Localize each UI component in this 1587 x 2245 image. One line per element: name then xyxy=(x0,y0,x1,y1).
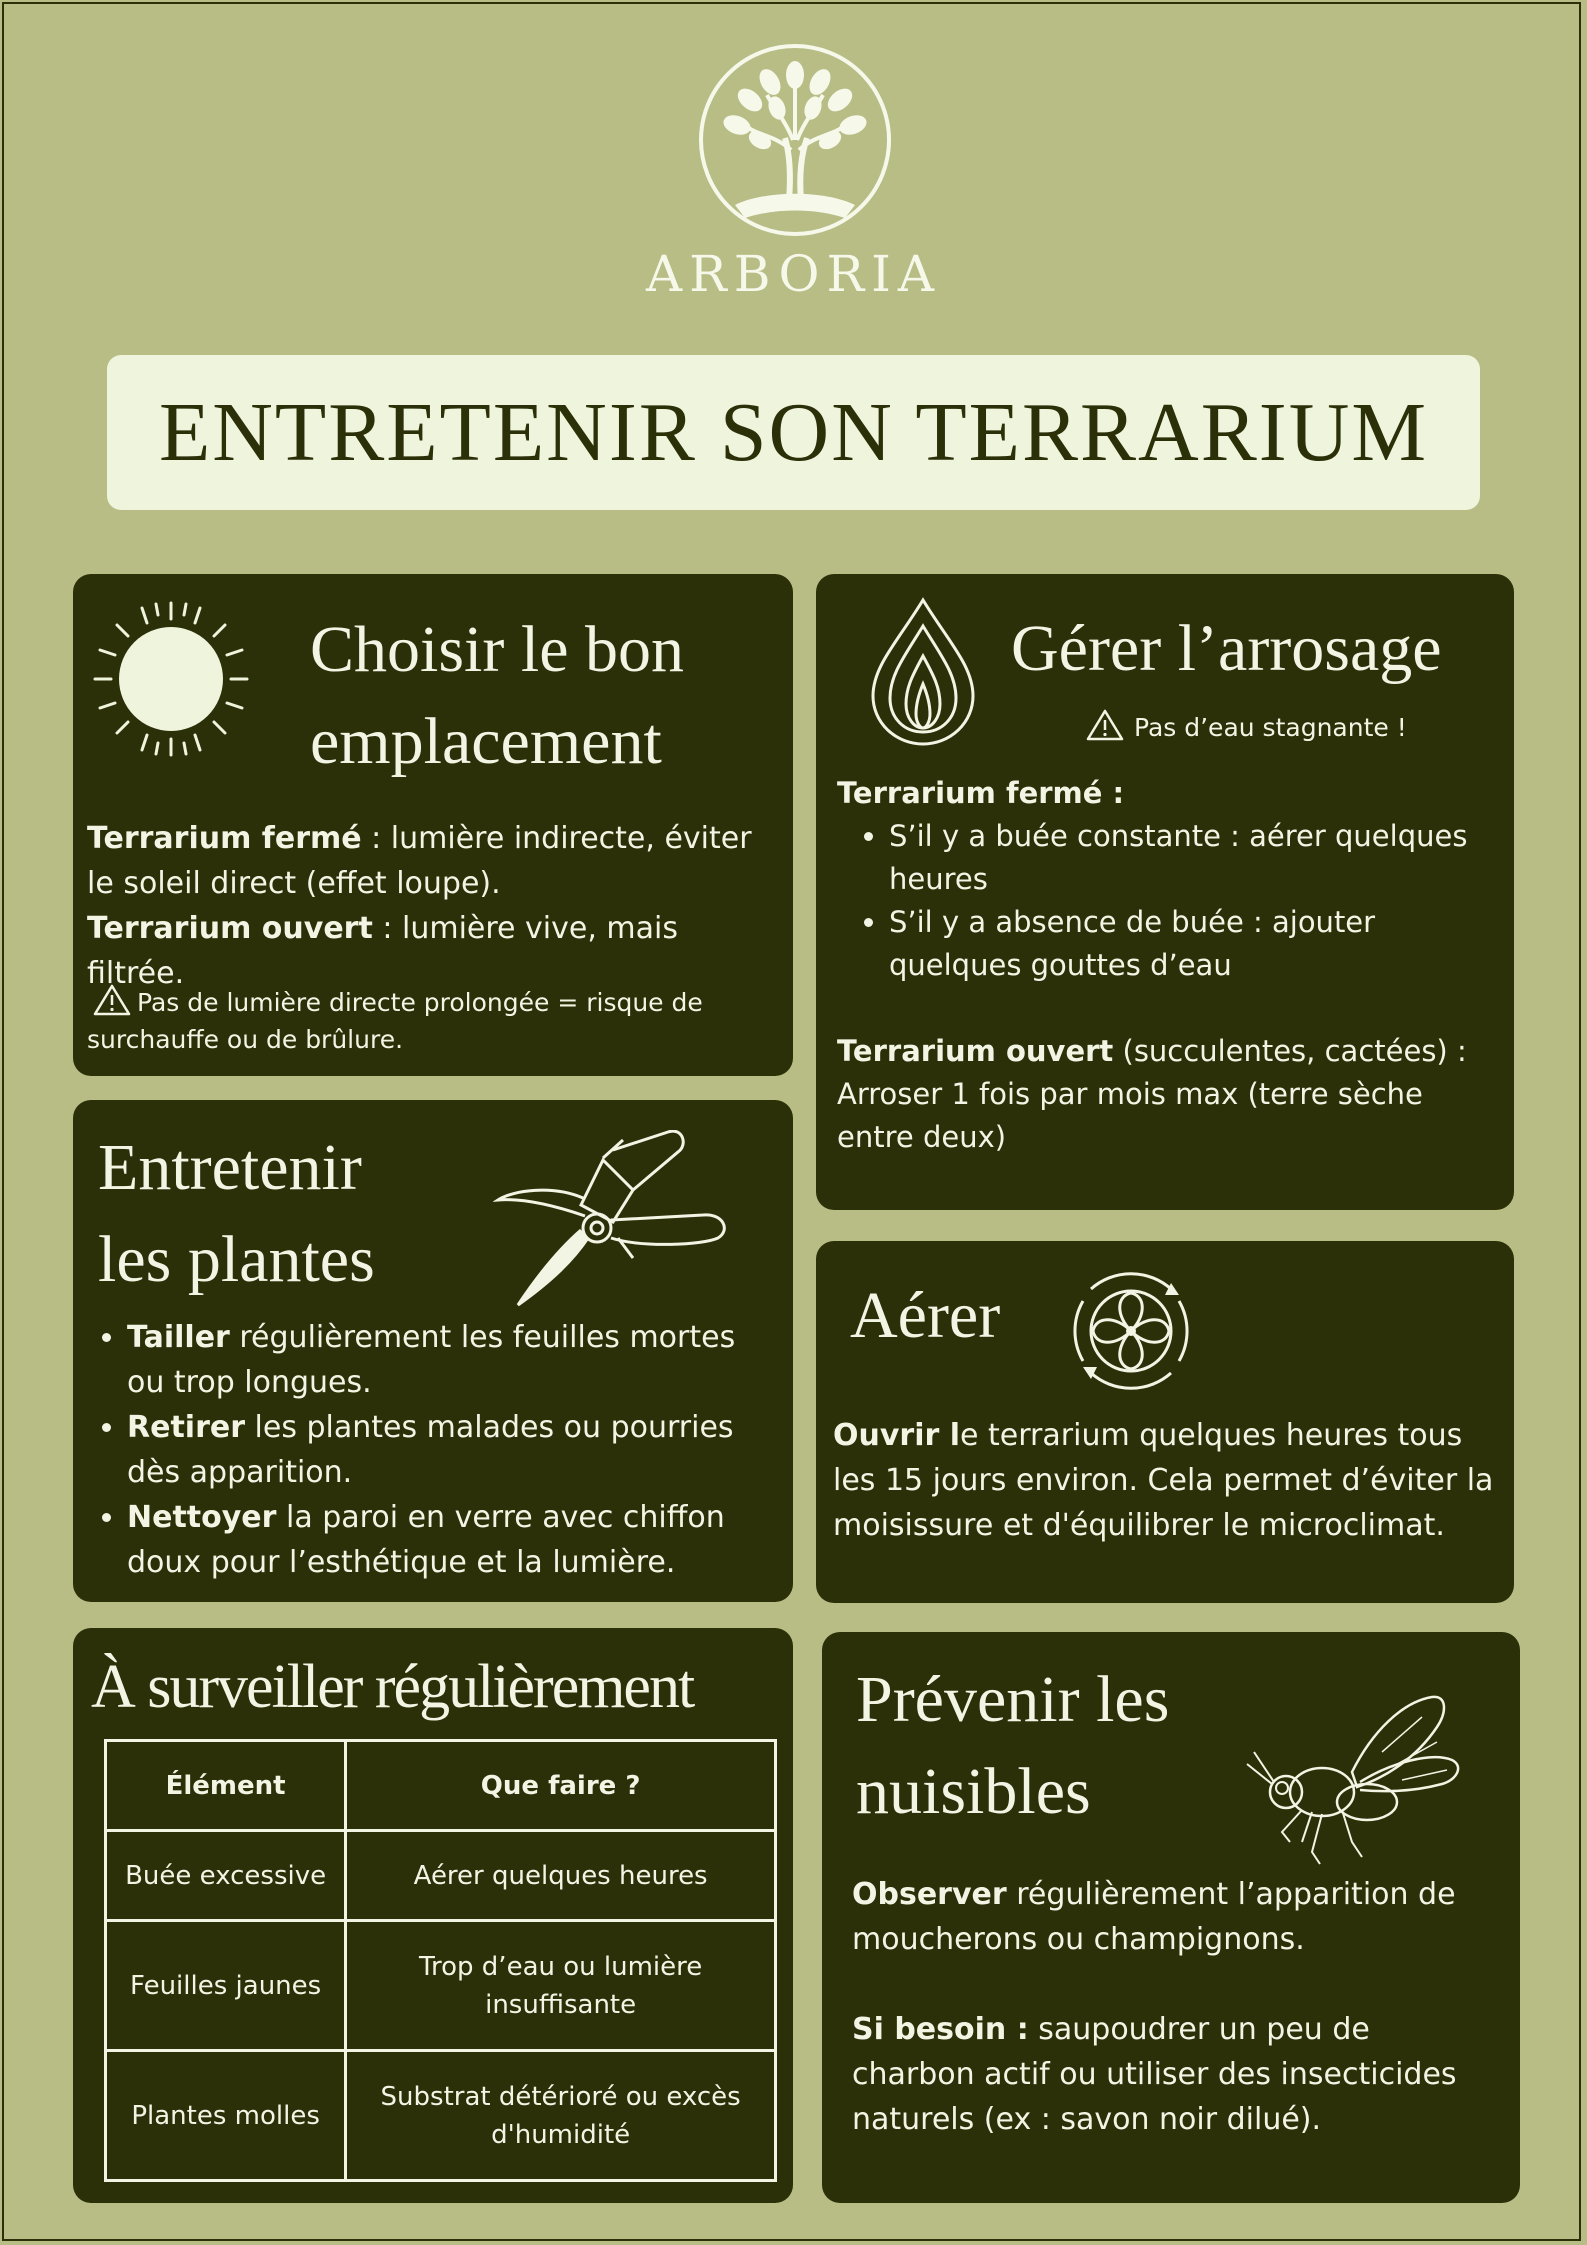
table-cell: Plantes molles xyxy=(106,2051,346,2181)
list-item: • Nettoyer la paroi en verre avec chiffon doux pour l’esthétique et la lumière. xyxy=(127,1495,771,1585)
fly-icon xyxy=(1242,1692,1472,1872)
table-header-row xyxy=(106,1741,776,1831)
table-row xyxy=(106,2051,776,2181)
water-drop-icon xyxy=(868,596,978,746)
warning-icon xyxy=(1086,709,1124,741)
table-row xyxy=(106,1831,776,1921)
card-plantes xyxy=(73,1100,793,1602)
table-header: Élément xyxy=(106,1741,346,1831)
sun-icon xyxy=(91,599,251,759)
surveiller-title: À surveiller régulièrement xyxy=(91,1653,694,1721)
title-box xyxy=(107,355,1480,510)
list-item: • S’il y a buée constante : aérer quelques heures xyxy=(889,815,1497,901)
list-item: • Retirer les plantes malades ou pourries dès apparition. xyxy=(127,1405,771,1495)
card-emplacement xyxy=(73,574,793,1076)
page-title: ENTRETENIR SON TERRARIUM xyxy=(158,386,1429,479)
arrosage-title: Gérer l’arrosage xyxy=(1011,612,1442,685)
table-row xyxy=(106,1921,776,2051)
brand-name: ARBORIA xyxy=(646,245,941,303)
emplacement-text: Terrarium fermé : lumière indirecte, éviter le soleil direct (effet loupe). Terrarium ouvert : lumière vive, mais filtrée. xyxy=(87,821,752,991)
card-arrosage xyxy=(816,574,1514,1210)
table-cell: Substrat détérioré ou excès d'humidité xyxy=(346,2051,776,2181)
arrosage-warning: Pas d’eau stagnante ! xyxy=(1086,709,1407,746)
table-cell: Trop d’eau ou lumière insuffisante xyxy=(346,1921,776,2051)
table-header: Que faire ? xyxy=(346,1741,776,1831)
nuisibles-text: Observer régulièrement l’apparition de moucherons ou champignons. Si besoin : saupoudrer un peu de charbon actif ou utiliser des insecticides naturels (ex : savon noir dilué). xyxy=(852,1877,1457,2137)
list-item: • S’il y a absence de buée : ajouter quelques gouttes d’eau xyxy=(889,901,1497,987)
nuisibles-title: Prévenir les nuisibles xyxy=(856,1663,1170,1828)
surveiller-table xyxy=(104,1739,777,2182)
card-nuisibles xyxy=(822,1632,1520,2203)
fan-icon xyxy=(1061,1261,1201,1401)
arrosage-text: Terrarium fermé : • S’il y a buée constante : aérer quelques heures • S’il y a absence de buée : ajouter quelques gouttes d’eau Terrarium ouvert (succulentes, cactées) : Arroser 1 fois par mois max (terre sèche entre deux) xyxy=(837,772,1497,1159)
table-cell: Feuilles jaunes xyxy=(106,1921,346,2051)
plantes-title: Entretenir les plantes xyxy=(98,1131,375,1296)
table-cell: Aérer quelques heures xyxy=(346,1831,776,1921)
warning-icon xyxy=(93,984,131,1016)
card-surveiller xyxy=(73,1628,793,2203)
aerer-text: Ouvrir le terrarium quelques heures tous les 15 jours environ. Cela permet d’éviter la moisissure et d'équilibrer le microclimat. xyxy=(833,1418,1494,1543)
emplacement-title: Choisir le bon emplacement xyxy=(310,613,684,778)
aerer-title: Aérer xyxy=(850,1279,1001,1352)
table-cell: Buée excessive xyxy=(106,1831,346,1921)
tree-logo-icon xyxy=(695,40,895,240)
pruning-shears-icon xyxy=(493,1130,733,1310)
plantes-list xyxy=(81,1315,771,1585)
emplacement-warning: Pas de lumière directe prolongée = risque de surchauffe ou de brûlure. xyxy=(87,984,777,1058)
card-aerer xyxy=(816,1241,1514,1603)
list-item: • Tailler régulièrement les feuilles mortes ou trop longues. xyxy=(127,1315,771,1405)
